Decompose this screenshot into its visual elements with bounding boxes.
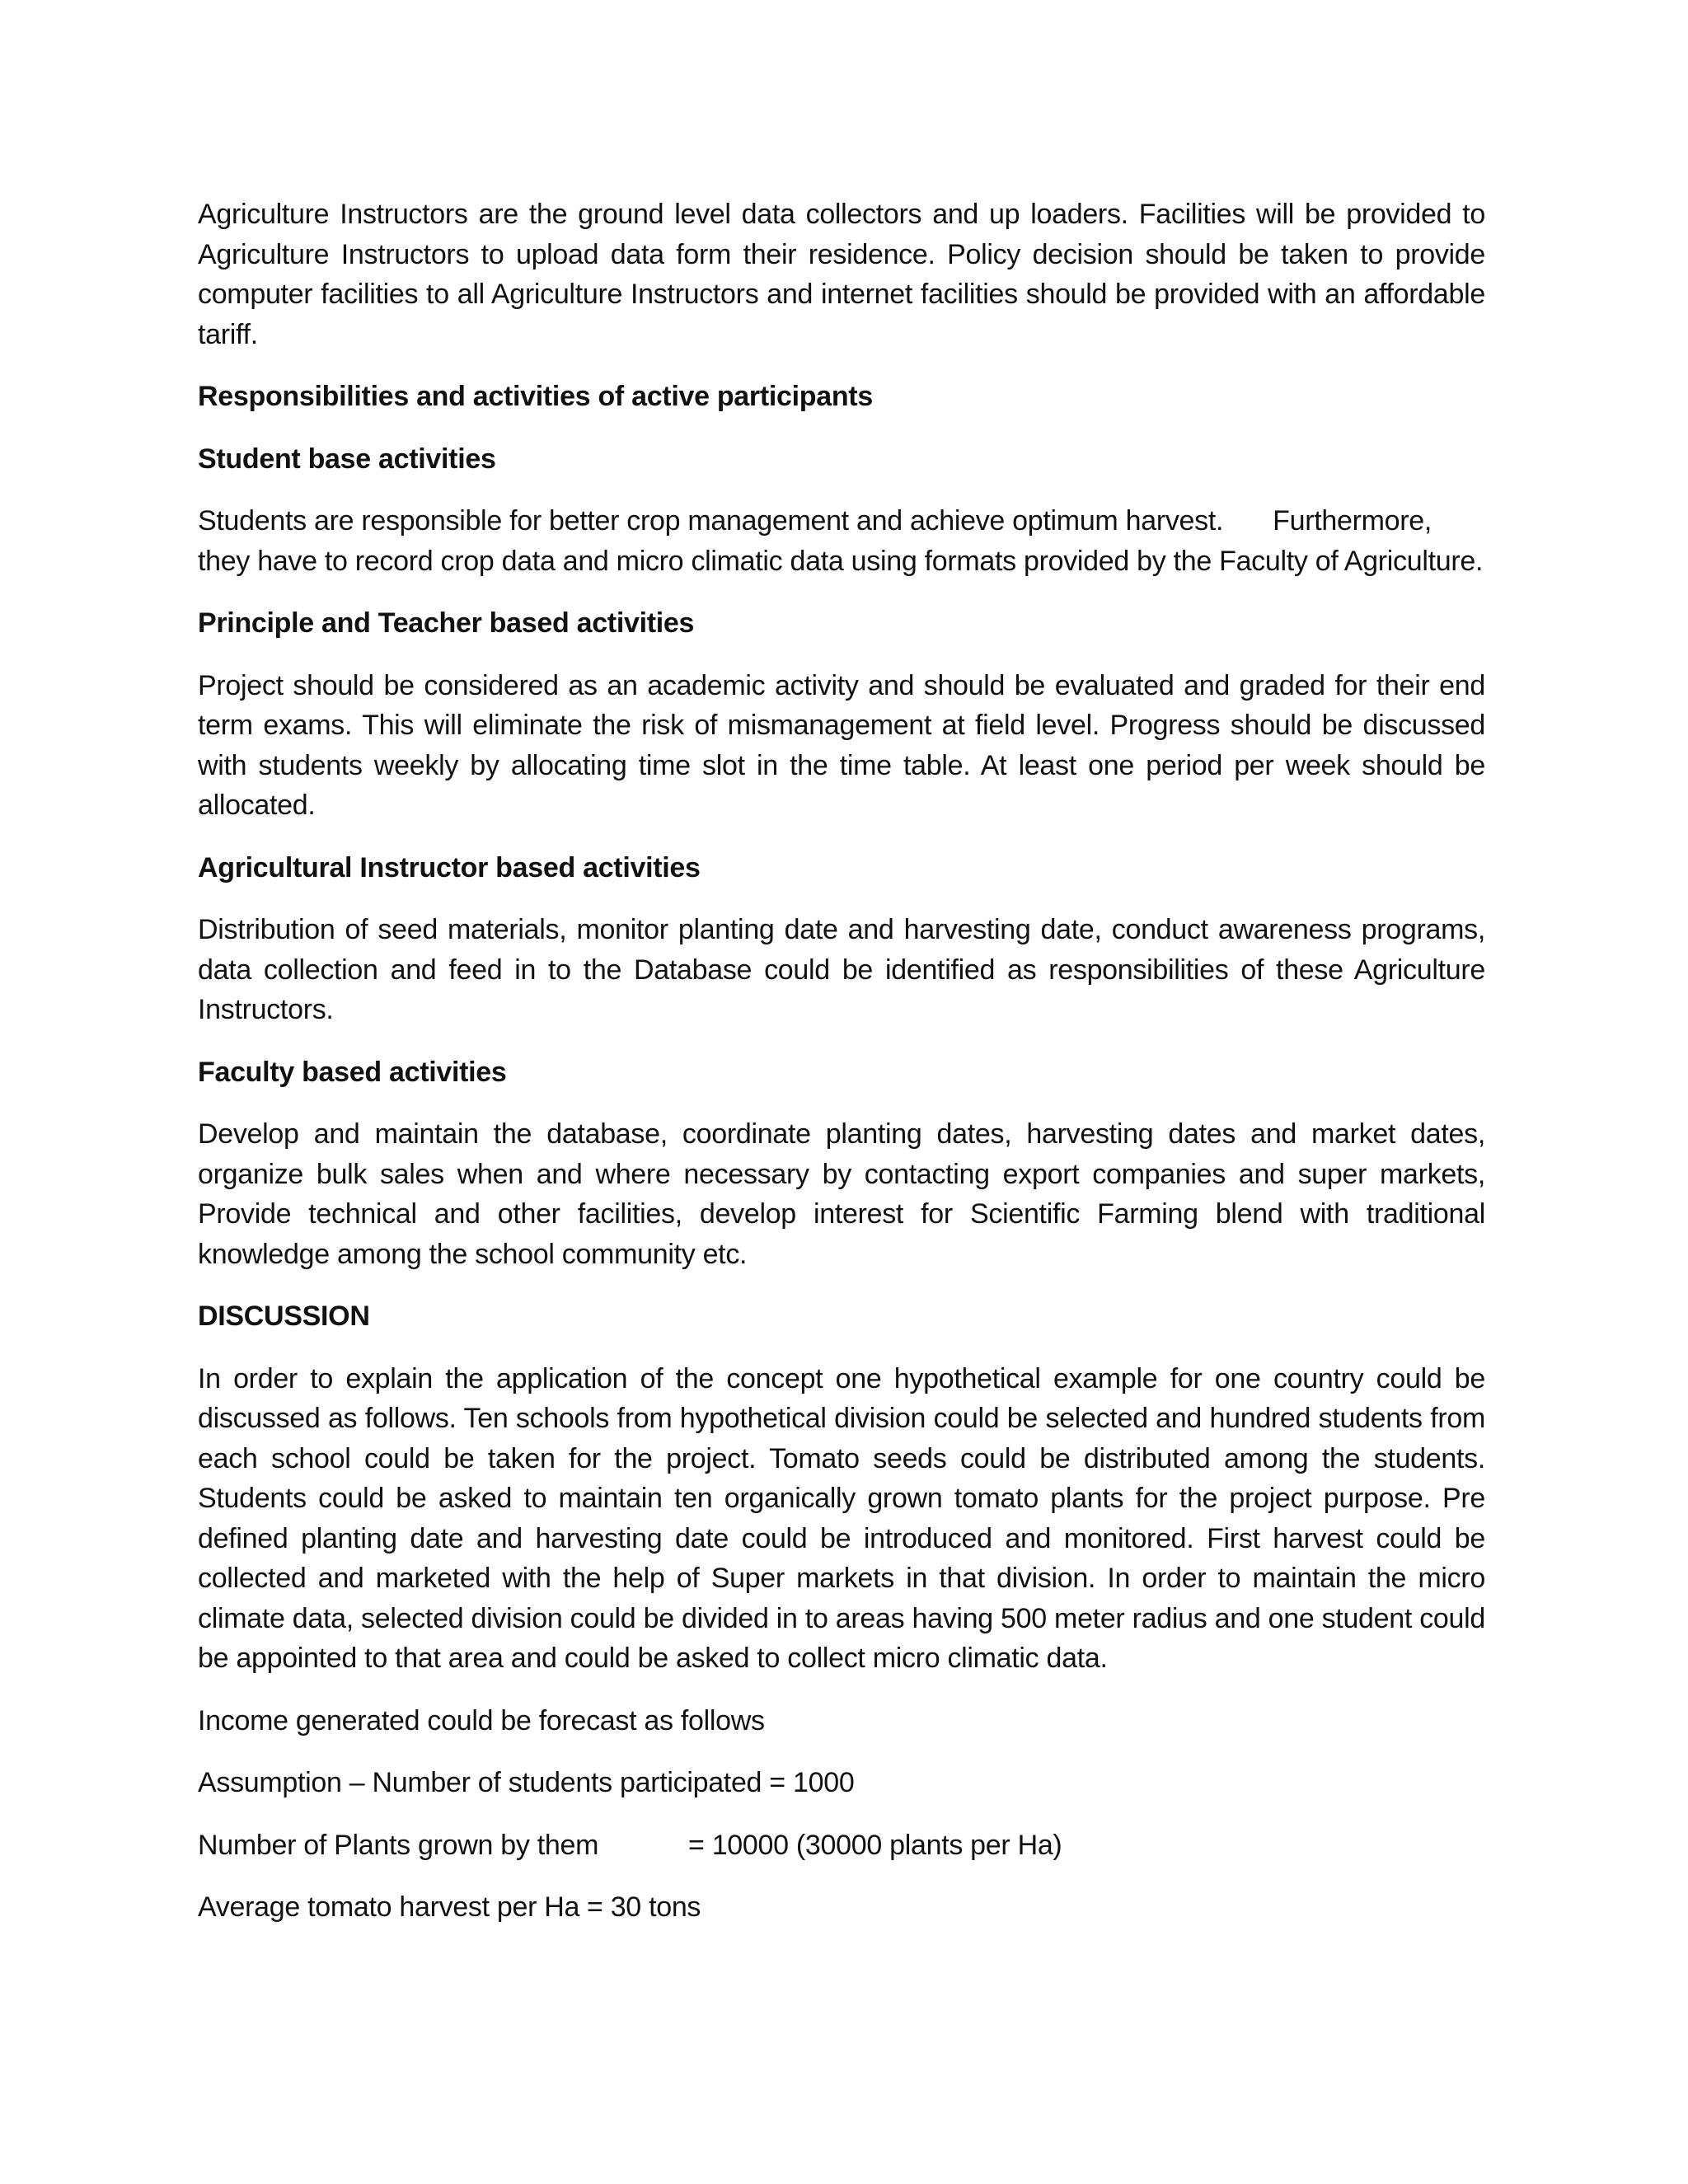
- student-heading: Student base activities: [198, 443, 496, 475]
- student-line-1b: Furthermore,: [1273, 505, 1432, 537]
- harvest-label: Average tomato harvest per Ha: [198, 1891, 580, 1923]
- student-line-1: Students are responsible for better crop management and achieve optimum harvest.: [198, 505, 1224, 537]
- plants-line: [198, 1825, 1485, 1866]
- harvest-value: = 30 tons: [587, 1891, 701, 1923]
- document-page: [198, 194, 1485, 1950]
- student-line-2: they have to record crop data and micro climatic data using formats provided by the Faculty of Agriculture.: [198, 545, 1484, 577]
- intro-paragraph: Agriculture Instructors are the ground level data collectors and up loaders. Facilities will be provided to Agriculture Instructors to upload data form their residence. Policy decision should be taken to provide computer facilities to all Agriculture Instructors and internet facilities should be provided with an affordable tariff.: [198, 199, 1485, 350]
- plants-value: = 10000 (30000 plants per Ha): [688, 1829, 1062, 1861]
- harvest-line: [198, 1887, 1485, 1928]
- teacher-paragraph: Project should be considered as an academic activity and should be evaluated and graded for their end term exams. This will eliminate the risk of mismanagement at field level. Progress should be discussed with students weekly by allocating time slot in the time table. At least one period per week should be allocated.: [198, 669, 1485, 821]
- faculty-paragraph: Develop and maintain the database, coordinate planting dates, harvesting dates and market dates, organize bulk sales when and where necessary by contacting export companies and super markets, Provide technical and other facilities, develop interest for Scientific Farming blend with traditional knowledge among the school community etc.: [198, 1118, 1485, 1270]
- income-line: Income generated could be forecast as follows: [198, 1704, 765, 1736]
- student-paragraph: [198, 501, 1485, 581]
- plants-label: Number of Plants grown by them: [198, 1829, 599, 1861]
- teacher-heading: Principle and Teacher based activities: [198, 607, 695, 639]
- faculty-heading: Faculty based activities: [198, 1056, 507, 1088]
- discussion-heading: DISCUSSION: [198, 1301, 370, 1332]
- assumption-line: Assumption – Number of students participated = 1000: [198, 1767, 855, 1798]
- instructor-heading: Agricultural Instructor based activities: [198, 851, 701, 883]
- discussion-paragraph: In order to explain the application of the concept one hypothetical example for one country could be discussed as follows. Ten schools from hypothetical division could be selected and hundred students from each school could be taken for the project. Tomato seeds could be distributed among the students. Students could be asked to maintain ten organically grown tomato plants for the project purpose. Pre defined planting date and harvesting date could be introduced and monitored. First harvest could be collected and marketed with the help of Super markets in that division. In order to maintain the micro climate data, selected division could be divided in to areas having 500 meter radius and one student could be appointed to that area and could be asked to collect micro climatic data.: [198, 1362, 1485, 1674]
- instructor-paragraph: Distribution of seed materials, monitor planting date and harvesting date, conduct awareness programs, data collection and feed in to the Database could be identified as responsibilities of these Agriculture Instructors.: [198, 914, 1485, 1025]
- responsibilities-heading: Responsibilities and activities of active participants: [198, 381, 873, 412]
